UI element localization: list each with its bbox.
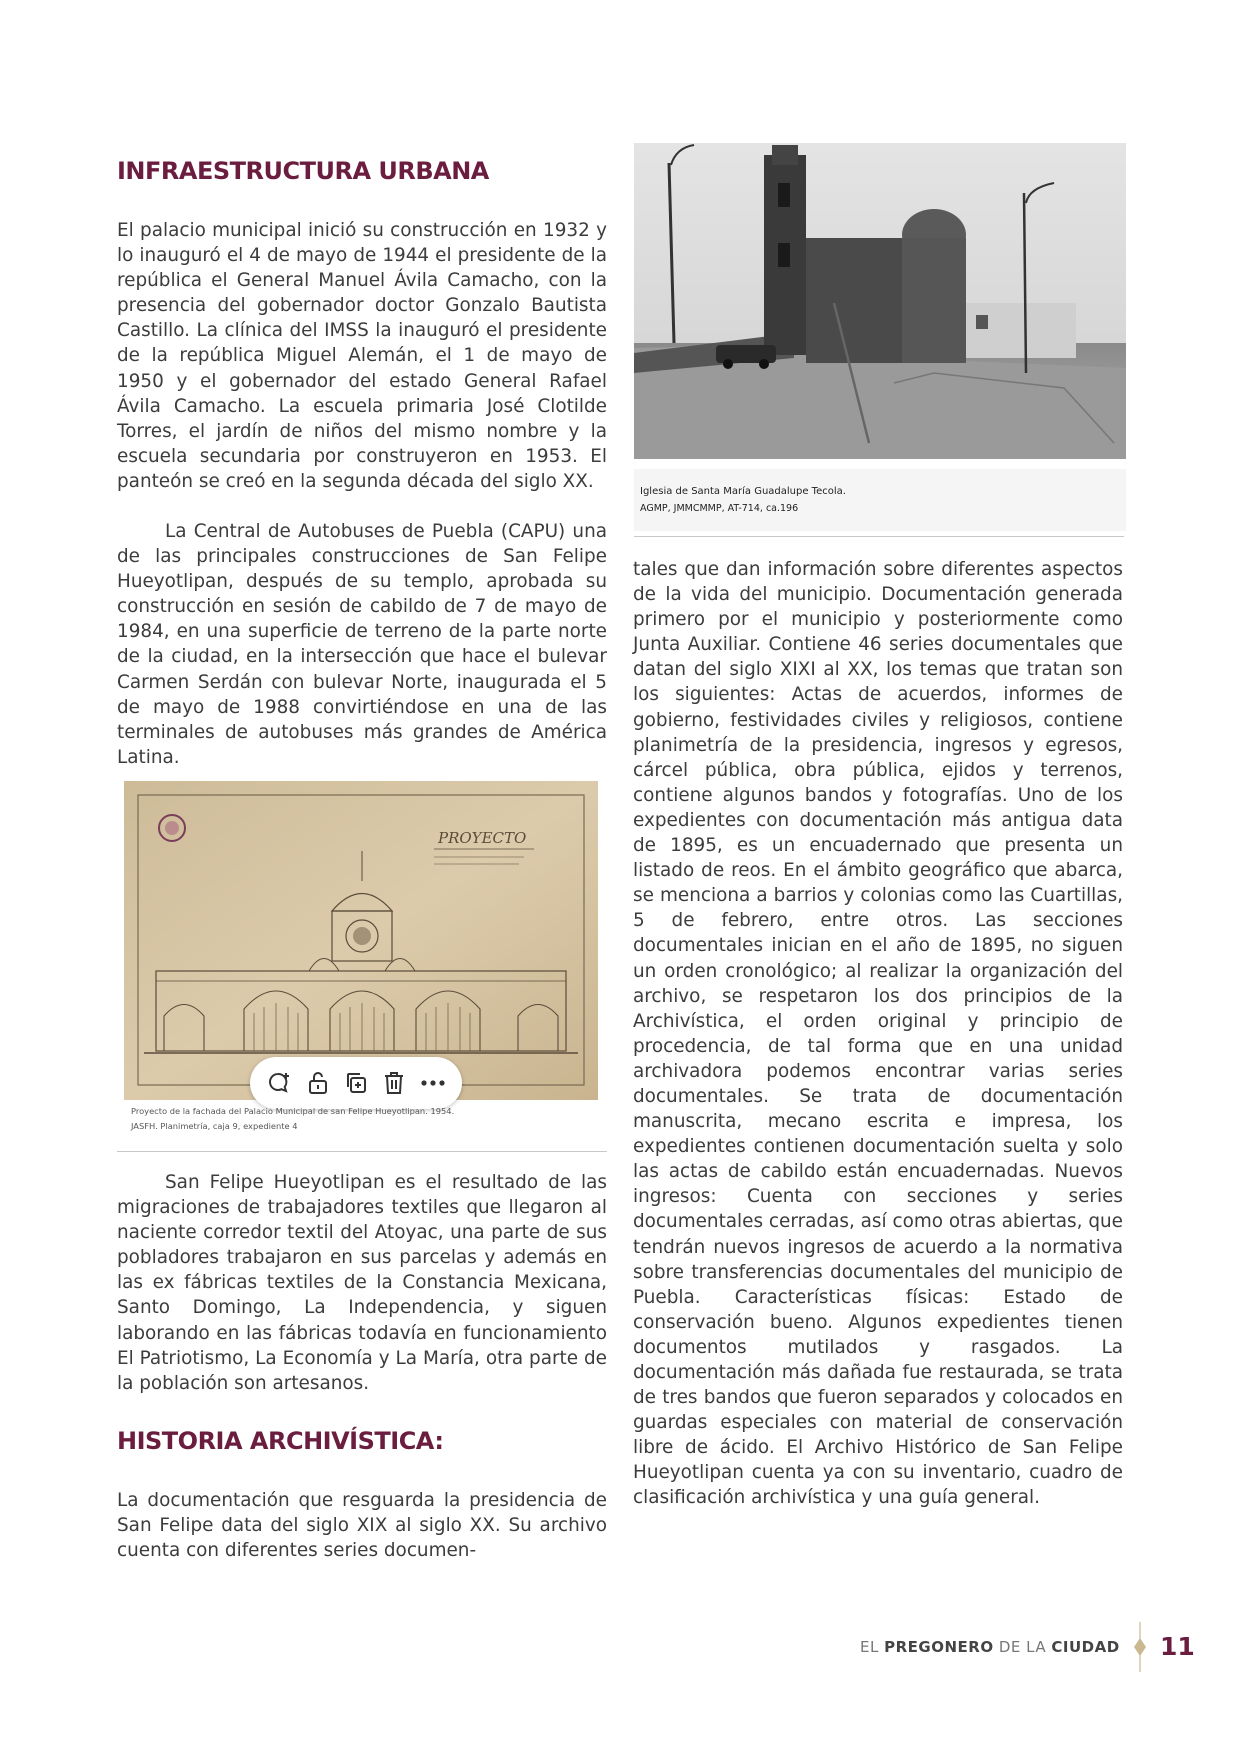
drawing-caption-line2: JASFH. Planimetría, caja 9, expediente 4 bbox=[131, 1121, 298, 1131]
footer-word-de-la: DE LA bbox=[993, 1638, 1052, 1656]
paragraph-historia-continued: tales que dan información sobre diferentes aspectos de la vida del municipio. Documentación generada primero por el municipio y posteriormente como Junta Auxiliar. Contiene 46 series documentales que datan del siglo XIXI al XX, los temas que tratan son los siguientes: Actas de acuerdos, informes de gobierno, festividades civiles y religiosos, contiene planimetría de la presidencia, ingresos y egresos, cárcel pública, obra pública, ejidos y terrenos, contiene algunos bandos y fotografías. Uno de los expedientes con documentación más antigua data de 1895, es un encuadernado que presenta un listado de reos. En el ámbito geográfico que abarca, se menciona a barrios y colonias como las Cuartillas, 5 de febrero, entre otros. Las secciones documentales inician en el año de 1895, no siguen un orden cronológico; al realizar la organización del archivo, se respetaron los dos principios de la Archivística, el orden original y principio de procedencia, de tal forma que en una unidad archivadora podemos encontrar varias series documentales. Se trata de documentación manuscrita, mecano escrita e impresa, los expedientes contienen documentación suelta y solo las actas de cabildo están encuadernadas. Nuevos ingresos: Cuenta con secciones y series documentales cerradas, así como otras abiertas, que tendrán nuevos ingresos de acuerdo a la normativa sobre transferencias documentales del municipio de Puebla. Características físicas: Estado de conservación bueno. Algunos expedientes tienen documentos mutilados y rasgados. La documentación más dañada fue restaurada, se trata de tres bandos que fueron separados y colocados en guardas especiales con material de conservación libre de ácido. El Archivo Histórico de San Felipe Hueyotlipan cuenta ya con su inventario, cuadro de clasificación archivística y una guía general. bbox=[633, 559, 1123, 1509]
unlock-icon[interactable] bbox=[301, 1066, 335, 1100]
figure-divider bbox=[117, 1151, 607, 1152]
paragraph-infraestructura-2-text: La Central de Autobuses de Puebla (CAPU) una de las principales construcciones de San Felipe Hueyotlipan, después de su templo, aprobada su construcción en sesión de cabildo de 7 de mayo de 1984, en una superficie de terreno de la parte norte de la ciudad, en la intersección que hace el bulevar Carmen Serdán con bulevar Norte, inaugurada el 5 de mayo de 1988 convirtiéndose en una de las terminales de autobuses más grandes de América Latina. bbox=[117, 521, 607, 768]
footer-publication-name bbox=[860, 1638, 1120, 1656]
photo-caption-line2: AGMP, JMMCMMP, AT-714, ca.196 bbox=[640, 503, 799, 514]
image-edit-toolbar bbox=[250, 1057, 462, 1109]
drawing-caption bbox=[131, 1104, 611, 1134]
photo-caption-line1: Iglesia de Santa María Guadalupe Tecola. bbox=[640, 486, 846, 497]
facade-drawing-image bbox=[124, 781, 598, 1100]
heading-infraestructura: INFRAESTRUCTURA URBANA bbox=[117, 157, 489, 185]
drawing-caption-line1: Proyecto de la fachada del Palacio Municipal de san Felipe Hueyotlipan. 1954. bbox=[131, 1106, 455, 1116]
photo-caption bbox=[640, 483, 1120, 517]
footer-word-ciudad: CIUDAD bbox=[1051, 1638, 1120, 1656]
facade-drawing-svg bbox=[124, 781, 598, 1100]
comment-add-icon[interactable] bbox=[262, 1066, 296, 1100]
church-photo-image bbox=[634, 143, 1126, 459]
page-number: 11 bbox=[1160, 1632, 1195, 1661]
drawing-stamp-text: PROYECTO bbox=[438, 829, 527, 847]
footer-diamond-icon bbox=[1130, 1622, 1150, 1672]
paragraph-migraciones bbox=[117, 1170, 607, 1396]
paragraph-historia: La documentación que resguarda la presidencia de San Felipe data del siglo XIX al siglo XX. Su archivo cuenta con diferentes series documen- bbox=[117, 1490, 607, 1562]
duplicate-icon[interactable] bbox=[339, 1066, 373, 1100]
paragraph-infraestructura-1: El palacio municipal inició su construcción en 1932 y lo inauguró el 4 de mayo de 1944 el presidente de la república el General Manuel Ávila Camacho, con la presencia del gobernador doctor Gonzalo Bautista Castillo. La clínica del IMSS la inauguró el presidente de la república Miguel Alemán, el 1 de mayo de 1950 y el gobernador del estado General Rafael Ávila Camacho. La escuela primaria José Clotilde Torres, el jardín de niños del mismo nombre y la escuela secundaria por construyeron en 1953. El panteón se creó en la segunda década del siglo XX. bbox=[117, 220, 607, 492]
church-photo-svg bbox=[634, 143, 1126, 459]
paragraph-infraestructura-2 bbox=[117, 519, 607, 770]
more-icon[interactable] bbox=[416, 1066, 450, 1100]
page-footer bbox=[860, 1628, 1195, 1668]
trash-icon[interactable] bbox=[377, 1066, 411, 1100]
photo-divider bbox=[634, 536, 1124, 537]
paragraph-migraciones-text: San Felipe Hueyotlipan es el resultado de las migraciones de trabajadores textiles que llegaron al naciente corredor textil del Atoyac, una parte de sus pobladores trabajaron en sus parcelas y además en las ex fábricas textiles de la Constancia Mexicana, Santo Domingo, La Independencia, y siguen laborando en las fábricas todavía en funcionamiento El Patriotismo, La Economía y La María, otra parte de la población son artesanos. bbox=[117, 1172, 607, 1394]
footer-word-el: EL bbox=[860, 1638, 885, 1656]
heading-historia-archivistica: HISTORIA ARCHIVÍSTICA: bbox=[117, 1427, 444, 1455]
footer-word-pregonero: PREGONERO bbox=[884, 1638, 994, 1656]
